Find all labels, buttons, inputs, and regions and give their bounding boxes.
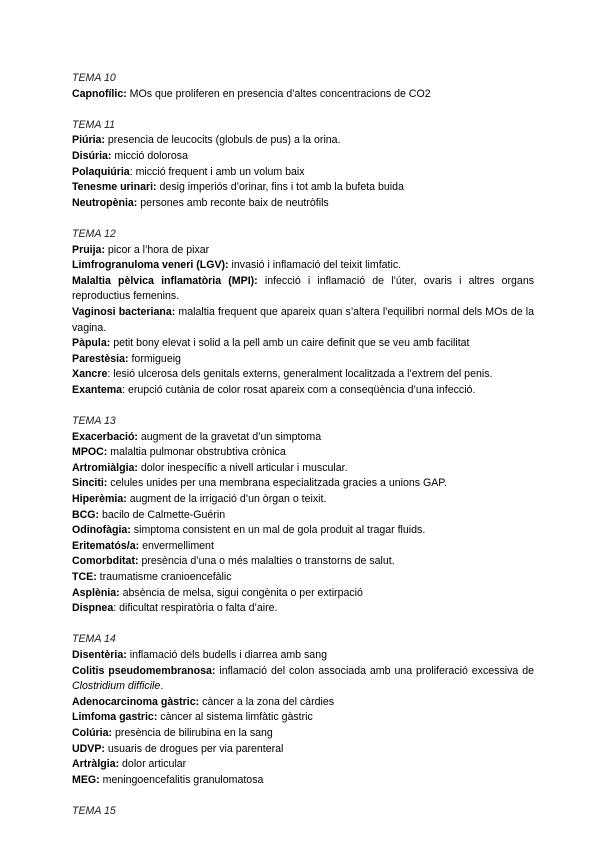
- entry-term: Disúria:: [72, 149, 112, 162]
- entry-term: Capnofílic:: [72, 87, 127, 100]
- glossary-entry: [72, 180, 534, 196]
- entry-definition: : dificultat respiratòria o falta d’aire.: [113, 602, 278, 615]
- entry-term: Exacerbació:: [72, 430, 138, 443]
- glossary-entry: [72, 664, 534, 695]
- entry-term: Sinciti:: [72, 477, 108, 490]
- glossary-entry: [72, 196, 534, 212]
- section-tema-15: [72, 804, 534, 820]
- entry-definition: persones amb reconte baix de neutròfils: [137, 196, 329, 209]
- entry-definition: petit bony elevat i solid a la pell amb un caire definit que se veu amb facilitat: [110, 337, 470, 350]
- entry-definition: dolor inespecífic a nivell articular i muscular.: [137, 461, 348, 474]
- entry-term: Pàpula:: [72, 337, 111, 350]
- glossary-entry: [72, 508, 534, 524]
- glossary-entry: [72, 523, 534, 539]
- entry-definition: augment de la irrigació d’un òrgan o teixit.: [126, 493, 327, 506]
- entry-term: Artràlgia:: [72, 758, 120, 771]
- entry-term: Disentèria:: [72, 648, 127, 661]
- entry-term: Colúria:: [72, 726, 113, 739]
- entry-term: Parestèsia:: [72, 352, 129, 365]
- glossary-entry: [72, 133, 534, 149]
- entry-term: Polaquiúria: [72, 165, 130, 178]
- entry-term: BCG:: [72, 508, 100, 521]
- entry-definition: presència d’una o més malalties o transtorns de salut.: [138, 555, 395, 568]
- glossary-entry: [72, 710, 534, 726]
- glossary-entry: [72, 648, 534, 664]
- glossary-entry: [72, 461, 534, 477]
- entry-definition: malaltia pulmonar obstrubtiva crònica: [107, 446, 286, 459]
- entry-definition: meningoencefalitis granulomatosa: [99, 773, 264, 786]
- entry-definition: usuaris de drogues per via parenteral: [104, 742, 284, 755]
- glossary-entry: [72, 554, 534, 570]
- entry-definition: celules unides per una membrana especialitzada gracies a unions GAP.: [107, 477, 447, 490]
- entry-definition: : lesió ulcerosa dels genitals externs, generalment localitzada a l’extrem del penis.: [107, 368, 493, 381]
- glossary-entry: [72, 305, 534, 336]
- entry-definition: presencia de leucocits (globuls de pus) a la orina.: [104, 134, 341, 147]
- entry-definition: malaltia frequent que apareix quan s’altera l’equilibri normal dels MOs de la vagina.: [72, 305, 535, 334]
- section-heading: TEMA 11: [72, 118, 115, 131]
- glossary-entry: [72, 383, 534, 399]
- entry-term: MPOC:: [72, 446, 108, 459]
- entry-definition: càncer al sistema limfàtic gàstric: [157, 711, 313, 724]
- entry-definition: envermelliment: [139, 539, 214, 552]
- entry-term: Odinofàgia:: [72, 524, 131, 537]
- entry-term: Pruija:: [72, 243, 105, 256]
- glossary-entry: [72, 243, 534, 259]
- entry-definition: augment de la gravetat d’un simptoma: [137, 430, 322, 443]
- entry-definition: invasió i inflamació del teixit limfatic.: [228, 259, 402, 272]
- entry-definition: infecció i inflamació de l’úter, ovaris i altres organs reproductius femenins.: [72, 274, 535, 303]
- entry-term: TCE:: [72, 571, 97, 583]
- section-tema-11: [72, 118, 534, 212]
- entry-definition: formigueig: [128, 352, 181, 365]
- entry-term: Asplènia:: [72, 586, 120, 599]
- glossary-entry: [72, 336, 534, 352]
- glossary-entry: [72, 742, 534, 758]
- glossary-entry: [72, 430, 534, 446]
- entry-term: Comorbditat:: [72, 555, 139, 568]
- section-tema-12: [72, 227, 534, 399]
- section-tema-13: [72, 414, 534, 617]
- entry-definition: : micció frequent i amb un volum baix: [129, 165, 305, 178]
- entry-definition: simptoma consistent en un mal de gola produit al tragar fluids.: [130, 524, 426, 537]
- entry-term: Artromiàlgia:: [72, 461, 138, 474]
- section-tema-14: [72, 632, 534, 788]
- section-heading: TEMA 15: [72, 804, 116, 817]
- entry-term: Xancre: [72, 368, 108, 381]
- entry-term: Tenesme urinari:: [72, 181, 157, 194]
- entry-definition: càncer a la zona del càrdies: [199, 695, 335, 708]
- entry-definition: MOs que proliferen en presencia d’altes concentracions de CO2: [126, 87, 431, 100]
- glossary-entry: [72, 274, 534, 305]
- entry-definition: presència de bilirubina en la sang: [112, 726, 273, 739]
- entry-definition: inflamació dels budells i diarrea amb sang: [126, 648, 327, 661]
- entry-term: Malaltia pèlvica inflamatòria (MPI):: [72, 274, 258, 287]
- glossary-entry: [72, 492, 534, 508]
- glossary-entry: [72, 87, 534, 103]
- glossary-entry: [72, 570, 534, 586]
- entry-definition-italic: Clostridium difficile: [72, 680, 161, 693]
- entry-definition: traumatisme cranioencefàlic: [96, 571, 232, 583]
- glossary-entry: [72, 586, 534, 602]
- entry-term: Eritematós/a:: [72, 539, 140, 552]
- entry-term: Colitis pseudomembranosa:: [72, 664, 216, 677]
- section-heading: TEMA 10: [72, 72, 116, 84]
- entry-term: Adenocarcinoma gàstric:: [72, 695, 200, 708]
- section-heading: TEMA 13: [72, 415, 116, 428]
- glossary-entry: [72, 601, 534, 617]
- section-heading: TEMA 14: [72, 633, 116, 646]
- section-heading: TEMA 12: [72, 227, 116, 240]
- entry-term: Limfoma gastric:: [72, 711, 158, 724]
- entry-definition: picor a l’hora de pixar: [104, 243, 210, 256]
- entry-term: Exantema: [72, 383, 123, 396]
- entry-term: UDVP:: [72, 742, 105, 755]
- entry-definition: micció dolorosa: [111, 149, 188, 162]
- glossary-entry: [72, 445, 534, 461]
- entry-definition: : erupció cutània de color rosat apareix com a conseqüència d’una infecció.: [122, 383, 476, 396]
- entry-term: Piúria:: [72, 134, 105, 147]
- glossary-entry: [72, 367, 534, 383]
- glossary-entry: [72, 165, 534, 181]
- entry-term: Neutropènia:: [72, 196, 138, 209]
- section-tema-10: [72, 71, 534, 102]
- glossary-entry: [72, 352, 534, 368]
- glossary-entry: [72, 149, 534, 165]
- glossary-entry: [72, 476, 534, 492]
- glossary-entry: [72, 695, 534, 711]
- glossary-entry: [72, 258, 534, 274]
- entry-term: Vaginosi bacteriana:: [72, 305, 176, 318]
- entry-term: Hiperèmia:: [72, 493, 127, 506]
- glossary-entry: [72, 539, 534, 555]
- entry-definition: desig imperiós d’orinar, fins i tot amb la bufeta buida: [156, 181, 404, 194]
- entry-term: Dispnea: [72, 602, 114, 615]
- entry-definition-tail: .: [160, 680, 164, 693]
- glossary-entry: [72, 757, 534, 773]
- entry-definition: absència de melsa, sigui congènita o per extirpació: [119, 586, 363, 599]
- entry-definition: inflamació del colon associada amb una proliferació excessiva de: [215, 664, 534, 677]
- glossary-entry: [72, 773, 534, 789]
- entry-definition: dolor articular: [119, 758, 187, 771]
- glossary-entry: [72, 726, 534, 742]
- entry-term: MEG:: [72, 773, 100, 786]
- entry-definition: bacilo de Calmette-Guérin: [99, 508, 226, 521]
- entry-term: Limfrogranuloma veneri (LGV):: [72, 259, 229, 272]
